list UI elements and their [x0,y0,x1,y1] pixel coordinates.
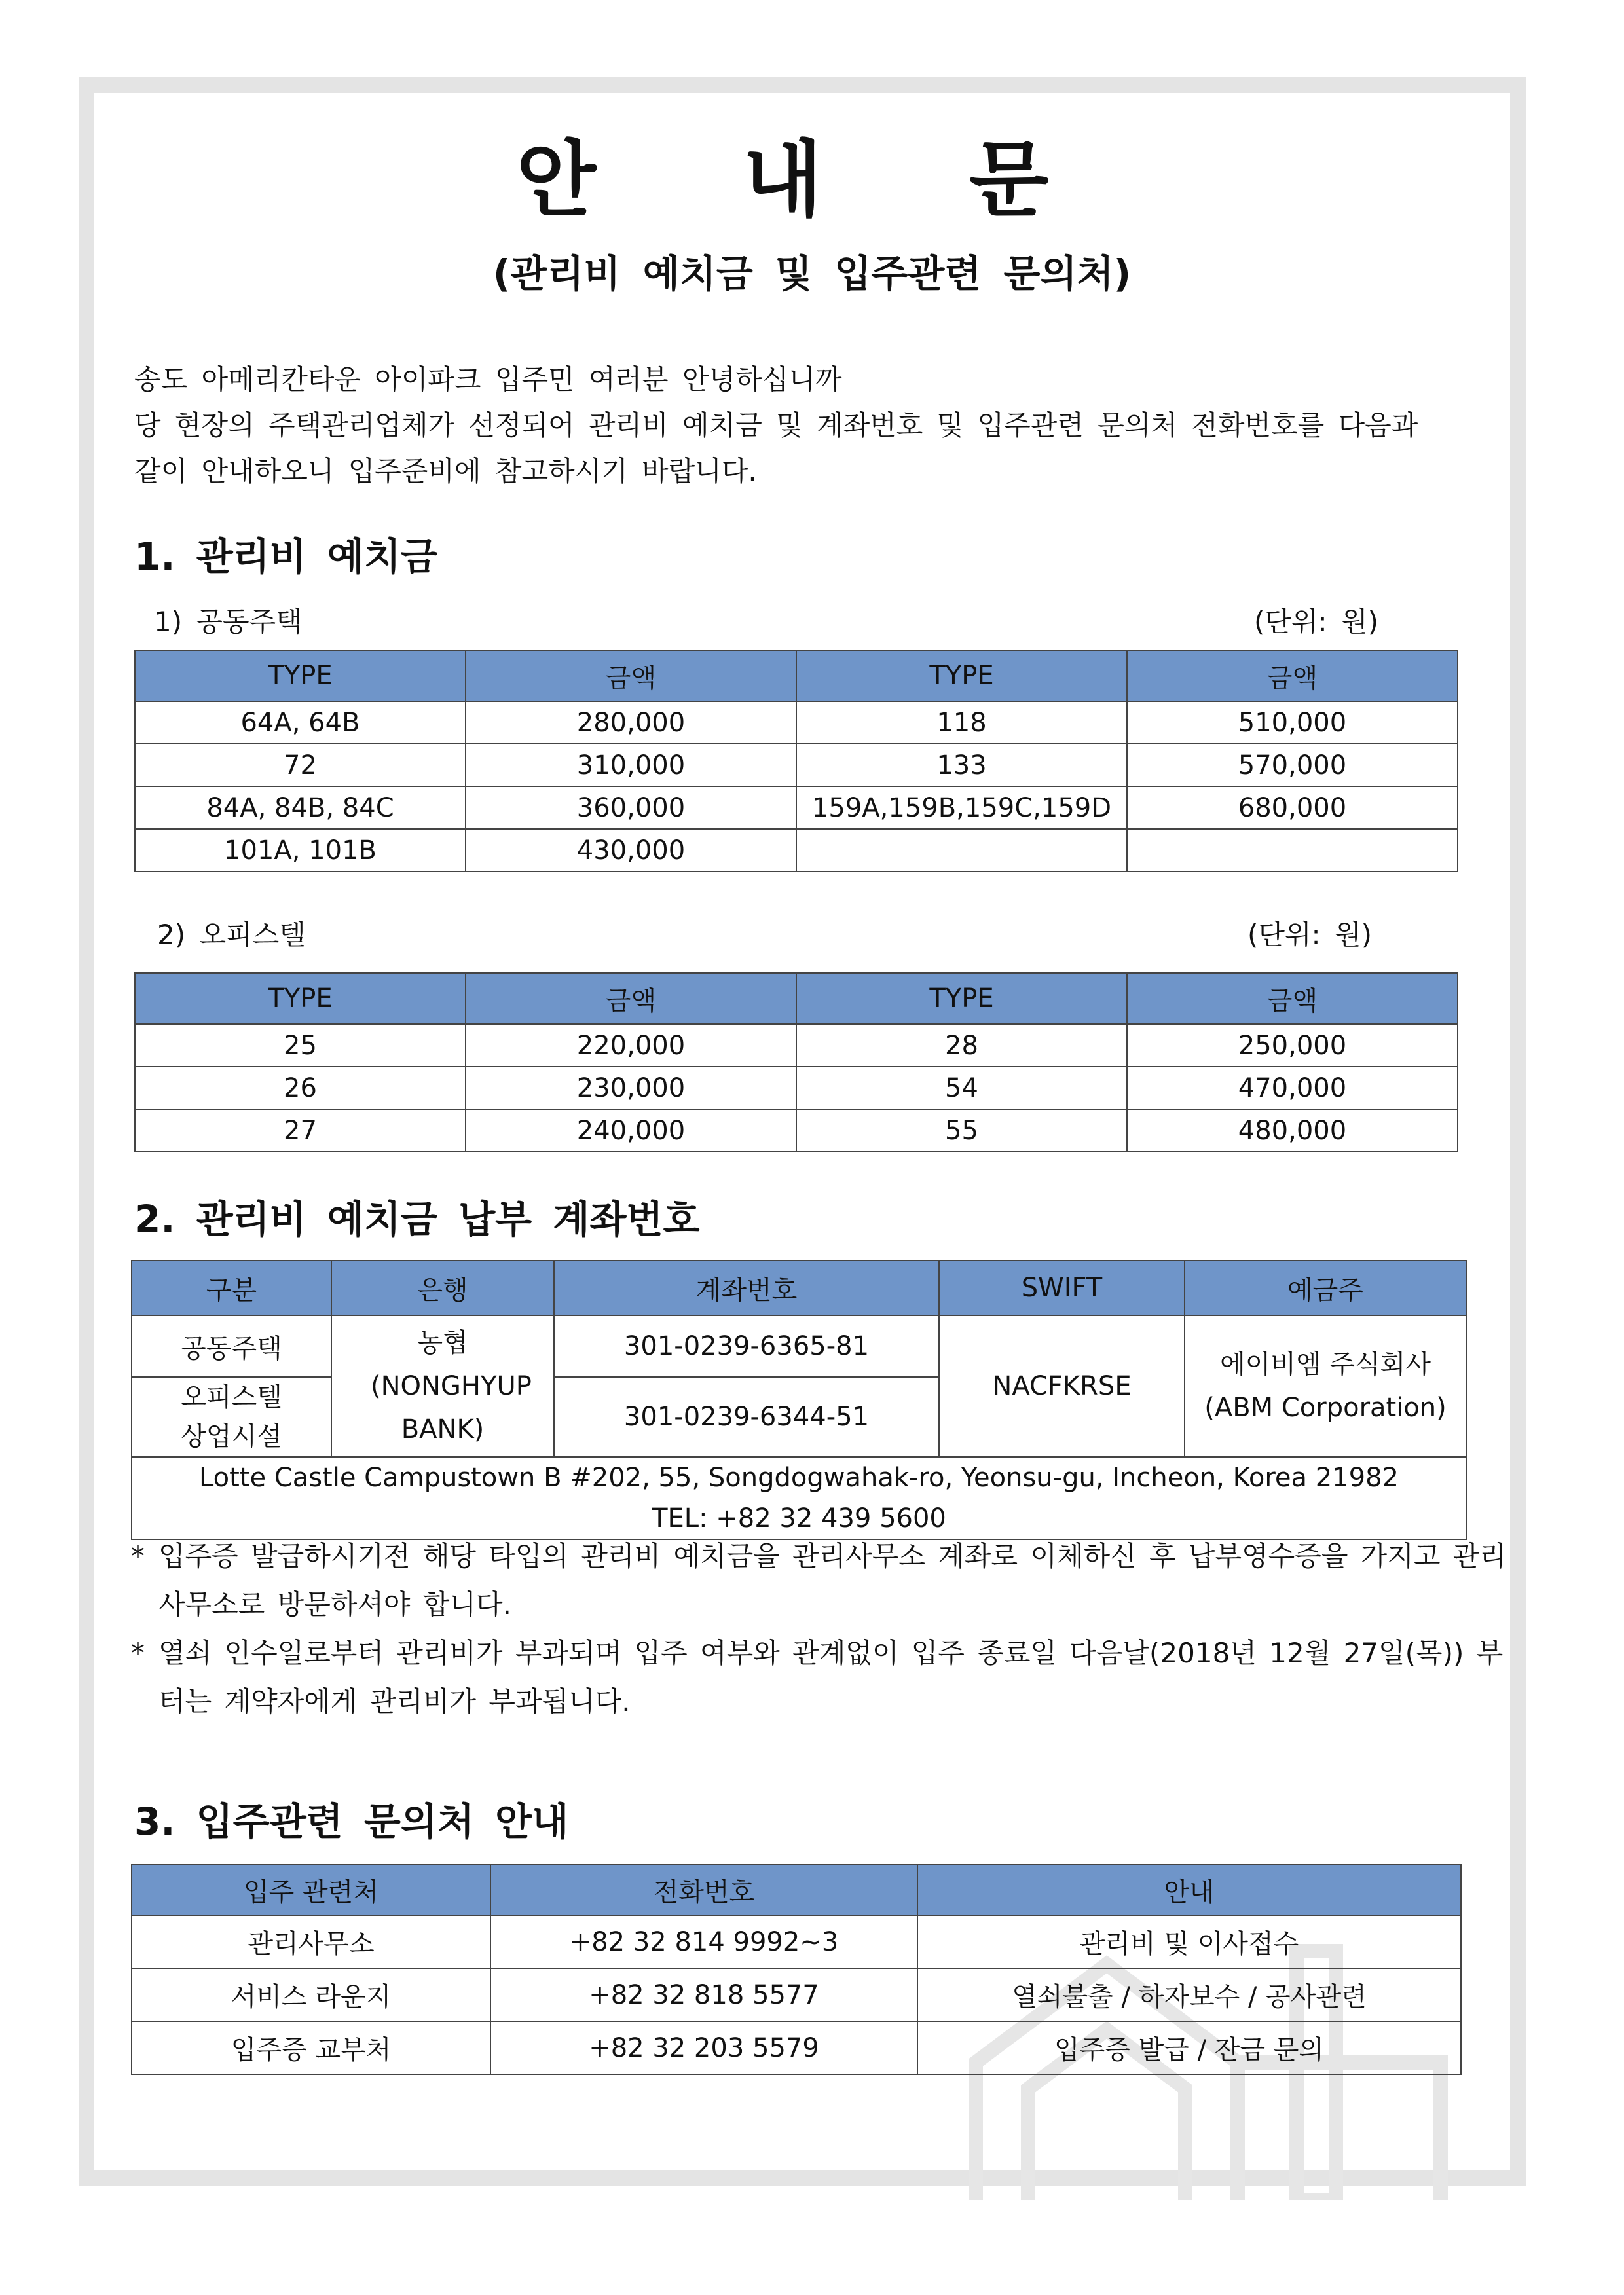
table-cell: 84A, 84B, 84C [135,786,466,829]
table-cell: 27 [135,1109,466,1152]
account-number-apartment: 301-0239-6365-81 [554,1315,939,1377]
section-3-heading: 3. 입주관련 문의처 안내 [134,1799,569,1844]
apartment-unit: (단위: 원) [1254,606,1378,638]
intro-line: 당 현장의 주택관리업체가 선정되어 관리비 예치금 및 계좌번호 및 입주관련 문의처 전화번호를 다음과 [134,409,1418,441]
table-cell: 280,000 [466,701,796,744]
header-cell: TYPE [796,973,1127,1024]
notes [131,1532,1506,1726]
office-address: Lotte Castle Campustown B #202, 55, Songdogwahak-ro, Yeonsu-gu, Incheon, Korea 21982 [199,1463,1399,1493]
phone-number: +82 32 818 5577 [490,1968,917,2021]
intro-line: 송도 아메리칸타운 아이파크 입주민 여러분 안녕하십니까 [134,363,842,395]
table-cell: 470,000 [1127,1067,1458,1109]
table-row [135,701,1458,744]
note-item [131,1629,1506,1726]
table-row [135,1109,1458,1152]
table-cell: 관리사무소 [132,1915,490,1968]
section-2-heading: 2. 관리비 예치금 납부 계좌번호 [134,1197,700,1241]
table-header-row [135,650,1458,701]
table-header-row [132,1260,1466,1315]
table-cell: 64A, 64B [135,701,466,744]
account-holder-korean: 에이비엠 주식회사 [1220,1349,1431,1380]
table-cell: 230,000 [466,1067,796,1109]
intro-line: 같이 안내하오니 입주준비에 참고하시기 바랍니다. [134,455,757,487]
header-cell: 금액 [466,650,796,701]
table-cell: 430,000 [466,829,796,872]
header-cell: 입주 관련처 [132,1864,490,1915]
bank-name [331,1315,554,1457]
table-cell: 28 [796,1024,1127,1067]
table-cell: 480,000 [1127,1109,1458,1152]
bank-name-korean: 농협 [417,1328,468,1358]
table-cell: 680,000 [1127,786,1458,829]
table-cell: 250,000 [1127,1024,1458,1067]
table-cell: 133 [796,744,1127,786]
table-cell: 입주증 발급 / 잔금 문의 [917,2021,1461,2074]
header-cell: 금액 [1127,973,1458,1024]
bank-name-english: (NONGHYUP BANK) [371,1371,532,1444]
office-phone: TEL: +82 32 439 5600 [652,1503,946,1533]
table-cell: 240,000 [466,1109,796,1152]
table-cell: 510,000 [1127,701,1458,744]
table-cell: 열쇠불출 / 하자보수 / 공사관련 [917,1968,1461,2021]
header-cell: 안내 [917,1864,1461,1915]
bank-account-table [131,1260,1467,1540]
office-address-cell [132,1457,1466,1539]
header-cell: 예금주 [1185,1260,1466,1315]
note-marker: * [131,1540,145,1572]
table-row [132,1457,1466,1539]
note-text: 입주증 발급하시기전 해당 타입의 관리비 예치금을 관리사무소 계좌로 이체하신 후 납부영수증을 가지고 관리사무소로 방문하셔야 합니다. [158,1540,1506,1621]
table-cell [796,829,1127,872]
account-holder [1185,1315,1466,1457]
header-cell: 구분 [132,1260,331,1315]
page-subtitle: (관리비 예치금 및 입주관련 문의처) [492,251,1132,296]
table-row [132,2021,1461,2074]
table-cell: 101A, 101B [135,829,466,872]
account-number-officetel: 301-0239-6344-51 [554,1377,939,1457]
officetel-unit: (단위: 원) [1247,919,1372,951]
table-cell: 25 [135,1024,466,1067]
officetel-deposit-table [134,972,1458,1152]
table-row [135,1024,1458,1067]
intro-paragraph [134,357,1490,494]
table-cell: 서비스 라운지 [132,1968,490,2021]
header-cell: 전화번호 [490,1864,917,1915]
table-row [135,1067,1458,1109]
note-marker: * [131,1637,145,1669]
table-header-row [132,1864,1461,1915]
table-header-row [135,973,1458,1024]
table-cell: 220,000 [466,1024,796,1067]
category-apartment: 공동주택 [132,1315,331,1377]
table-cell: 570,000 [1127,744,1458,786]
category-officetel-label: 오피스텔 상업시설 [181,1382,282,1452]
note-text: 열쇠 인수일로부터 관리비가 부과되며 입주 여부와 관계없이 입주 종료일 다음날(2018년 12월 27일(목)) 부터는 계약자에게 관리비가 부과됩니다. [158,1637,1504,1717]
header-cell: 금액 [466,973,796,1024]
note-item [131,1532,1506,1629]
table-cell: 54 [796,1067,1127,1109]
table-cell [1127,829,1458,872]
table-cell: 26 [135,1067,466,1109]
header-cell: 금액 [1127,650,1458,701]
category-officetel [132,1377,331,1457]
table-cell: 입주증 교부처 [132,2021,490,2074]
table-cell: 관리비 및 이사접수 [917,1915,1461,1968]
table-row [132,1915,1461,1968]
swift-code: NACFKRSE [939,1315,1185,1457]
header-cell: 은행 [331,1260,554,1315]
table-cell: 159A,159B,159C,159D [796,786,1127,829]
phone-number: +82 32 203 5579 [490,2021,917,2074]
table-row [135,829,1458,872]
table-cell: 310,000 [466,744,796,786]
header-cell: TYPE [796,650,1127,701]
phone-number: +82 32 814 9992~3 [490,1915,917,1968]
account-holder-english: (ABM Corporation) [1204,1393,1447,1423]
table-cell: 360,000 [466,786,796,829]
section-1-heading: 1. 관리비 예치금 [134,534,437,579]
table-cell: 118 [796,701,1127,744]
header-cell: TYPE [135,973,466,1024]
contact-table [131,1864,1462,2075]
table-row [132,1315,1466,1377]
table-row [135,786,1458,829]
apartment-label: 1) 공동주택 [154,606,303,638]
officetel-label: 2) 오피스텔 [157,919,306,951]
table-cell: 55 [796,1109,1127,1152]
apartment-deposit-table [134,650,1458,872]
table-cell: 72 [135,744,466,786]
header-cell: 계좌번호 [554,1260,939,1315]
page-title: 안 내 문 [516,132,1108,228]
table-row [135,744,1458,786]
header-cell: TYPE [135,650,466,701]
table-row [132,1968,1461,2021]
header-cell: SWIFT [939,1260,1185,1315]
